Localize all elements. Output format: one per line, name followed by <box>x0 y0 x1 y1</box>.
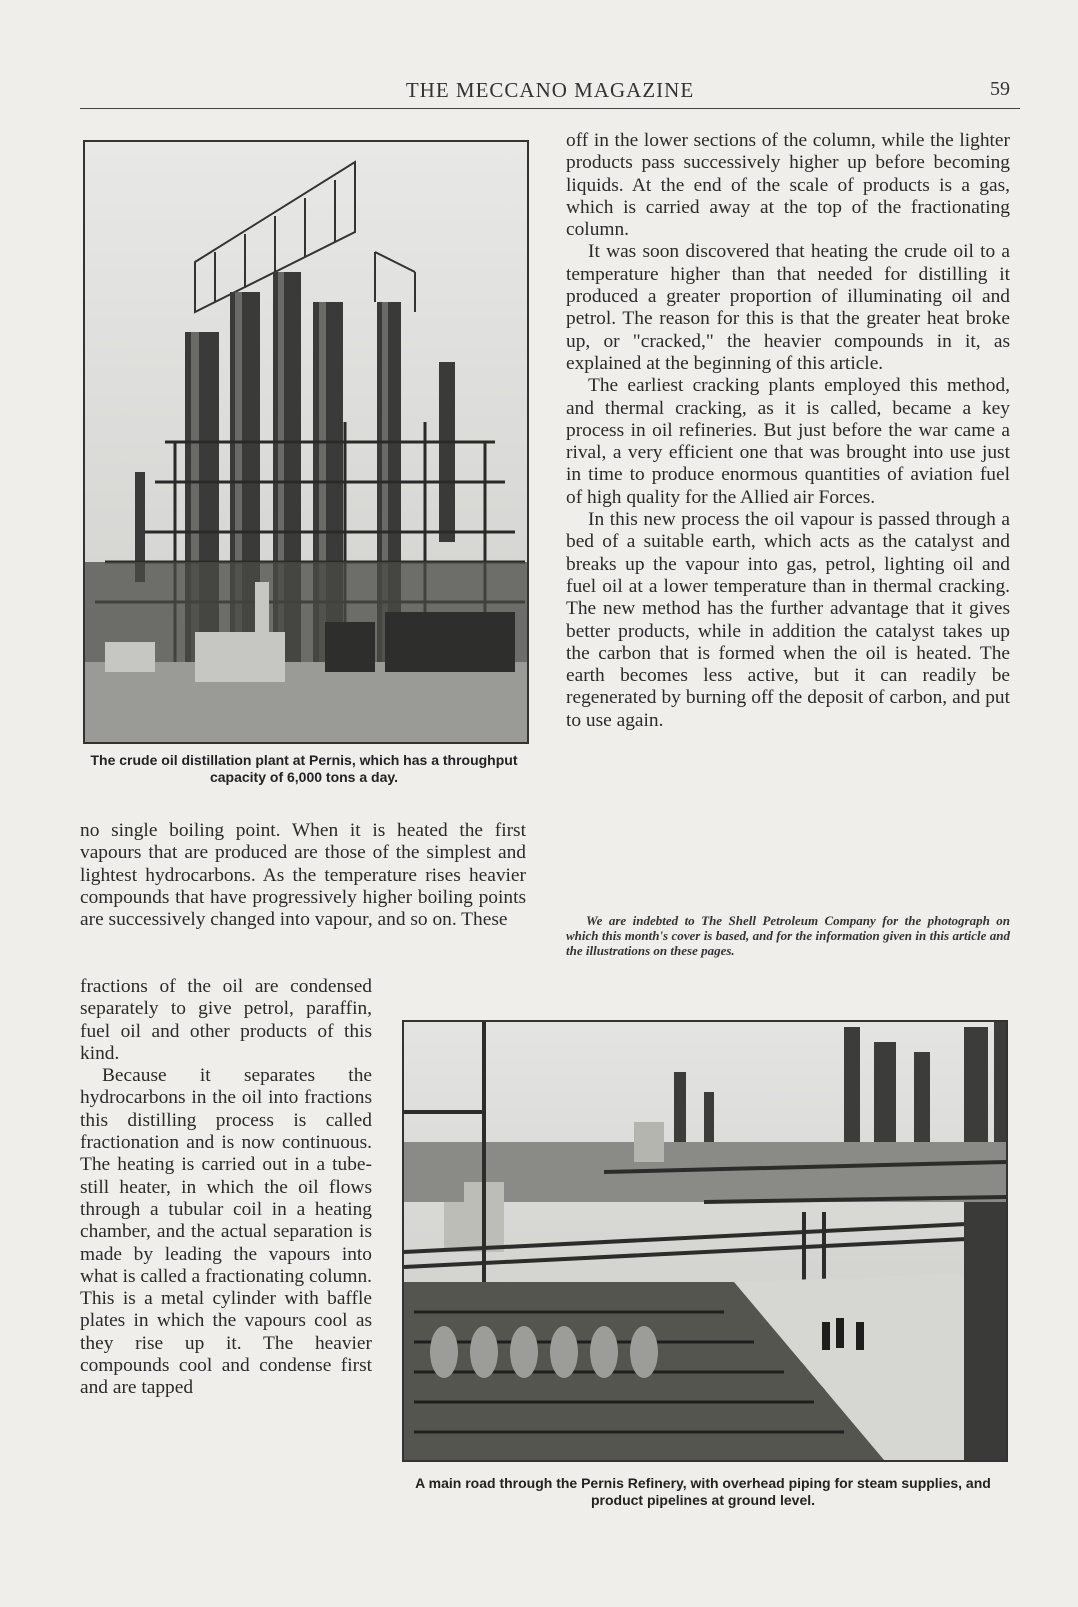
paragraph: no single boiling point. When it is heated the first vapours that are produced are those of the simplest and lightest hydrocarbons. As the temperature rises heavier compounds that have progressively higher boiling points are successively changed into vapour, and so on. These <box>80 820 526 931</box>
right-column <box>566 130 1010 732</box>
refinery-road-illustration <box>404 1022 1006 1460</box>
distillation-plant-illustration <box>85 142 527 742</box>
page-header <box>80 74 1020 109</box>
acknowledgement-note: We are indebted to The Shell Petroleum Company for the photograph on which this month's cover is based, and for the information given in this article and the illustrations on these pages. <box>566 913 1010 958</box>
paragraph: In this new process the oil vapour is passed through a bed of a suitable earth, which acts as the catalyst and breaks up the vapour into gas, petrol, lighting oil and fuel oil at a lower temperature than in thermal cracking. The new method has the further advantage that it gives better products, while in addition the catalyst takes up the carbon that is formed when the oil is heated. The earth becomes less active, but it can readily be regenerated by burning off the deposit of carbon, and put to use again. <box>566 509 1010 731</box>
refinery-road-photo <box>402 1020 1008 1462</box>
refinery-road-caption: A main road through the Pernis Refinery, with overhead piping for steam supplies, and product pipelines at ground level. <box>415 1475 991 1508</box>
paragraph: off in the lower sections of the column, while the lighter products pass successively higher up before becoming liquids. At the end of the scale of products is a gas, which is carried away at the top of the fractionating column. <box>566 130 1010 241</box>
left-column-lower <box>80 976 372 1400</box>
paragraph: The earliest cracking plants employed this method, and thermal cracking, as it is called, became a key process in oil refineries. But just before the war came a rival, a very efficient one that was brought into use just in time to produce enormous quantities of aviation fuel of high quality for the Allied air Forces. <box>566 375 1010 508</box>
distillation-plant-caption: The crude oil distillation plant at Pernis, which has a throughput capacity of 6,000 tons a day. <box>90 752 518 785</box>
paragraph: fractions of the oil are condensed separately to give petrol, paraffin, fuel oil and other products of this kind. <box>80 976 372 1064</box>
page-number: 59 <box>990 78 1010 100</box>
distillation-plant-photo <box>83 140 529 744</box>
left-column-upper <box>80 820 526 931</box>
magazine-title: THE MECCANO MAGAZINE <box>405 78 695 102</box>
paragraph: Because it separates the hydrocarbons in the oil into fractions this distilling process is called fractionation and is now continuous. The heating is carried out in a tube-still heater, in which the oil flows through a tubular coil in a heating chamber, and the actual separation is made by leading the vapours into what is called a fractionating column. This is a metal cylinder with baffle plates in which the vapours cool as they rise up it. The heavier compounds cool and condense first and are tapped <box>80 1065 372 1399</box>
paragraph: It was soon discovered that heating the crude oil to a temperature higher than that needed for distilling it produced a greater proportion of illuminating oil and petrol. The reason for this is that the greater heat broke up, or "cracked," the heavier compounds in it, as explained at the beginning of this article. <box>566 241 1010 374</box>
